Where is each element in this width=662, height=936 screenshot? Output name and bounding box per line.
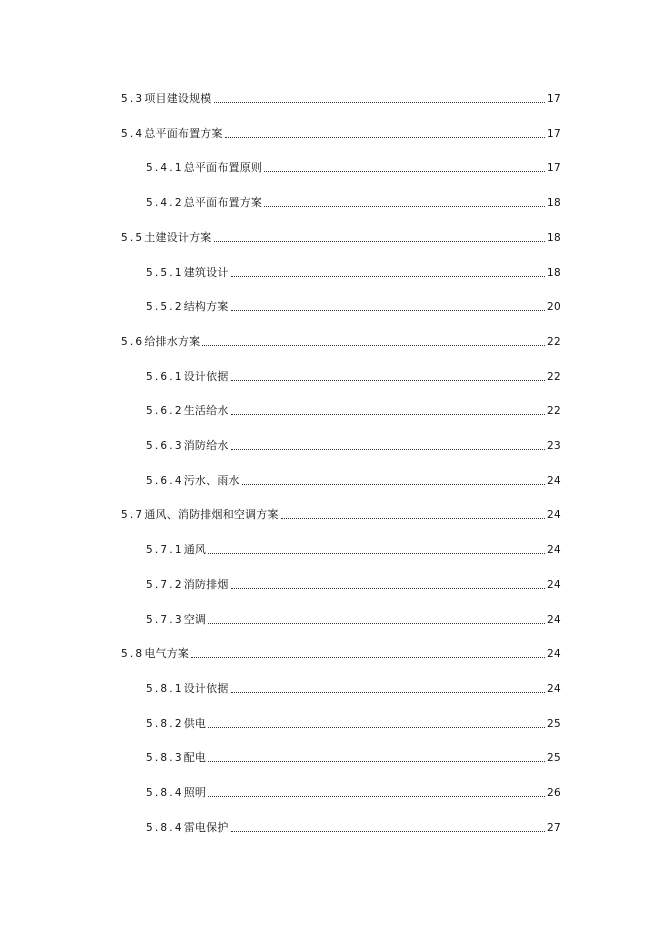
toc-entry-label [146,439,229,453]
toc-entry-number: 5.7 [121,509,145,522]
toc-entry-page-number: 20 [547,301,561,314]
toc-entry-title: 总平面布置方案 [183,196,263,210]
toc-entry-page-number: 18 [547,197,561,210]
toc-entry[interactable] [146,157,561,175]
toc-entry-label [146,474,240,488]
toc-entry-number: 5.8.4 [146,821,184,834]
toc-entry[interactable] [146,296,561,314]
toc-entry-label [121,647,189,661]
toc-entry-label [146,578,229,592]
toc-entry-title: 电气方案 [144,647,190,661]
toc-entry[interactable] [146,400,561,418]
toc-entry-label [146,300,229,314]
toc-entry-label [146,266,229,280]
dot-leader [231,449,546,450]
toc-entry-page-number: 23 [547,440,561,452]
dot-leader [231,588,546,589]
toc-entry-number: 5.6.2 [146,405,184,418]
dot-leader [208,796,545,797]
toc-entry-number: 5.3 [121,93,145,105]
dot-leader [242,484,545,485]
toc-entry-title: 项目建设规模 [144,92,212,105]
toc-entry-title: 空调 [183,612,207,626]
toc-entry-title: 结构方案 [183,300,229,314]
toc-entry-label [146,196,262,210]
toc-entry[interactable] [146,435,561,453]
toc-entry-number: 5.4.2 [146,197,184,210]
toc-entry-number: 5.6.4 [146,474,184,487]
toc-entry-number: 5.6.1 [146,370,184,383]
toc-entry-label [146,786,206,800]
toc-entry-label [146,161,262,175]
dot-leader [231,831,546,832]
toc-entry-title: 雷电保护 [183,820,229,834]
toc-entry-label [121,127,223,141]
toc-entry-label [146,751,206,765]
toc-entry-page-number: 25 [547,752,561,765]
toc-entry-page-number: 18 [547,231,561,244]
toc-entry[interactable] [121,643,561,661]
toc-entry[interactable] [121,227,561,245]
toc-entry-number: 5.8.1 [146,682,184,695]
toc-entry-title: 建筑设计 [183,265,229,279]
toc-entry-page-number: 22 [547,370,561,383]
toc-entry[interactable] [146,470,561,488]
toc-entry-label [121,335,200,349]
toc-entry[interactable] [146,678,561,696]
toc-entry-page-number: 24 [547,474,561,487]
toc-entry-title: 总平面布置原则 [183,161,263,175]
dot-leader [231,692,546,693]
dot-leader [225,137,545,138]
dot-leader [208,553,545,554]
toc-entry-label [146,821,229,835]
toc-entry-label [146,682,229,696]
toc-entry[interactable] [146,747,561,765]
toc-entry-number: 5.6 [121,335,145,348]
toc-entry-number: 5.8 [121,648,145,661]
toc-entry-number: 5.7.1 [146,544,184,557]
toc-entry-title: 通风 [183,543,207,557]
dot-leader [264,171,545,172]
toc-entry-title: 总平面布置方案 [144,126,223,140]
toc-entry-page-number: 17 [547,162,561,175]
toc-entry[interactable] [146,192,561,210]
dot-leader [231,380,546,381]
toc-entry-page-number: 24 [547,509,561,522]
toc-entry-title: 生活给水 [183,404,229,418]
toc-entry-title: 土建设计方案 [144,230,212,244]
dot-leader [208,761,545,762]
toc-entry[interactable] [146,539,561,557]
toc-entry-number: 5.5.1 [146,266,184,279]
toc-entry[interactable] [146,366,561,384]
toc-entry-title: 配电 [183,751,207,765]
toc-entry-page-number: 24 [547,613,561,626]
toc-entry[interactable] [146,817,561,835]
toc-entry-page-number: 26 [547,787,561,799]
toc-entry-label [146,543,206,557]
toc-entry-label [146,404,229,418]
toc-entry-number: 5.8.3 [146,752,184,765]
toc-entry-page-number: 17 [547,93,561,105]
toc-entry-page-number: 24 [547,544,561,557]
toc-entry-title: 供电 [183,716,207,730]
toc-entry-page-number: 22 [547,405,561,418]
dot-leader [231,414,546,415]
toc-entry-title: 给排水方案 [144,334,201,348]
toc-entry-page-number: 18 [547,266,561,279]
toc-entry-page-number: 25 [547,717,561,730]
toc-entry-number: 5.5.2 [146,301,184,314]
dot-leader [202,345,545,346]
toc-entry-number: 5.8.4 [146,787,184,799]
dot-leader [208,623,545,624]
dot-leader [214,102,546,103]
toc-entry-number: 5.4.1 [146,162,184,175]
dot-leader [214,241,546,242]
toc-entry-label [146,717,206,731]
toc-entry-label [146,613,206,627]
toc-entry-title: 设计依据 [183,369,229,383]
toc-entry-label [121,231,212,245]
toc-entry-title: 照明 [183,786,207,799]
toc-entry-label [146,370,229,384]
toc-entry-page-number: 22 [547,335,561,348]
toc-entry-number: 5.7.3 [146,613,184,626]
toc-entry-title: 设计依据 [183,681,229,695]
dot-leader [208,727,545,728]
toc-entry[interactable] [121,123,561,141]
toc-entry-page-number: 27 [547,821,561,834]
toc-entry-label [121,92,212,106]
dot-leader [231,276,546,277]
dot-leader [231,310,546,311]
toc-entry-number: 5.7.2 [146,578,184,591]
toc-entry-number: 5.6.3 [146,440,184,452]
toc-entry-title: 消防给水 [183,439,229,452]
toc-entry-title: 消防排烟 [183,577,229,591]
dot-leader [264,206,545,207]
toc-entry-title: 通风、消防排烟和空调方案 [144,508,279,522]
toc-entry-number: 5.8.2 [146,717,184,730]
toc-entry-number: 5.5 [121,231,145,244]
toc-entry-label [121,508,279,522]
toc-entry[interactable] [146,782,561,800]
toc-entry-page-number: 24 [547,682,561,695]
toc-entry[interactable] [146,262,561,280]
toc-entry[interactable] [121,331,561,349]
toc-entry[interactable] [146,574,561,592]
toc-entry[interactable] [121,88,561,106]
toc-entry-title: 污水、雨水 [183,473,240,487]
dot-leader [191,657,545,658]
toc-entry-page-number: 24 [547,578,561,591]
toc-entry[interactable] [121,504,561,522]
toc-entry[interactable] [146,713,561,731]
dot-leader [281,518,545,519]
toc-entry-page-number: 17 [547,127,561,140]
toc-entry-number: 5.4 [121,127,145,140]
toc-entry-page-number: 24 [547,648,561,661]
toc-entry[interactable] [146,609,561,627]
